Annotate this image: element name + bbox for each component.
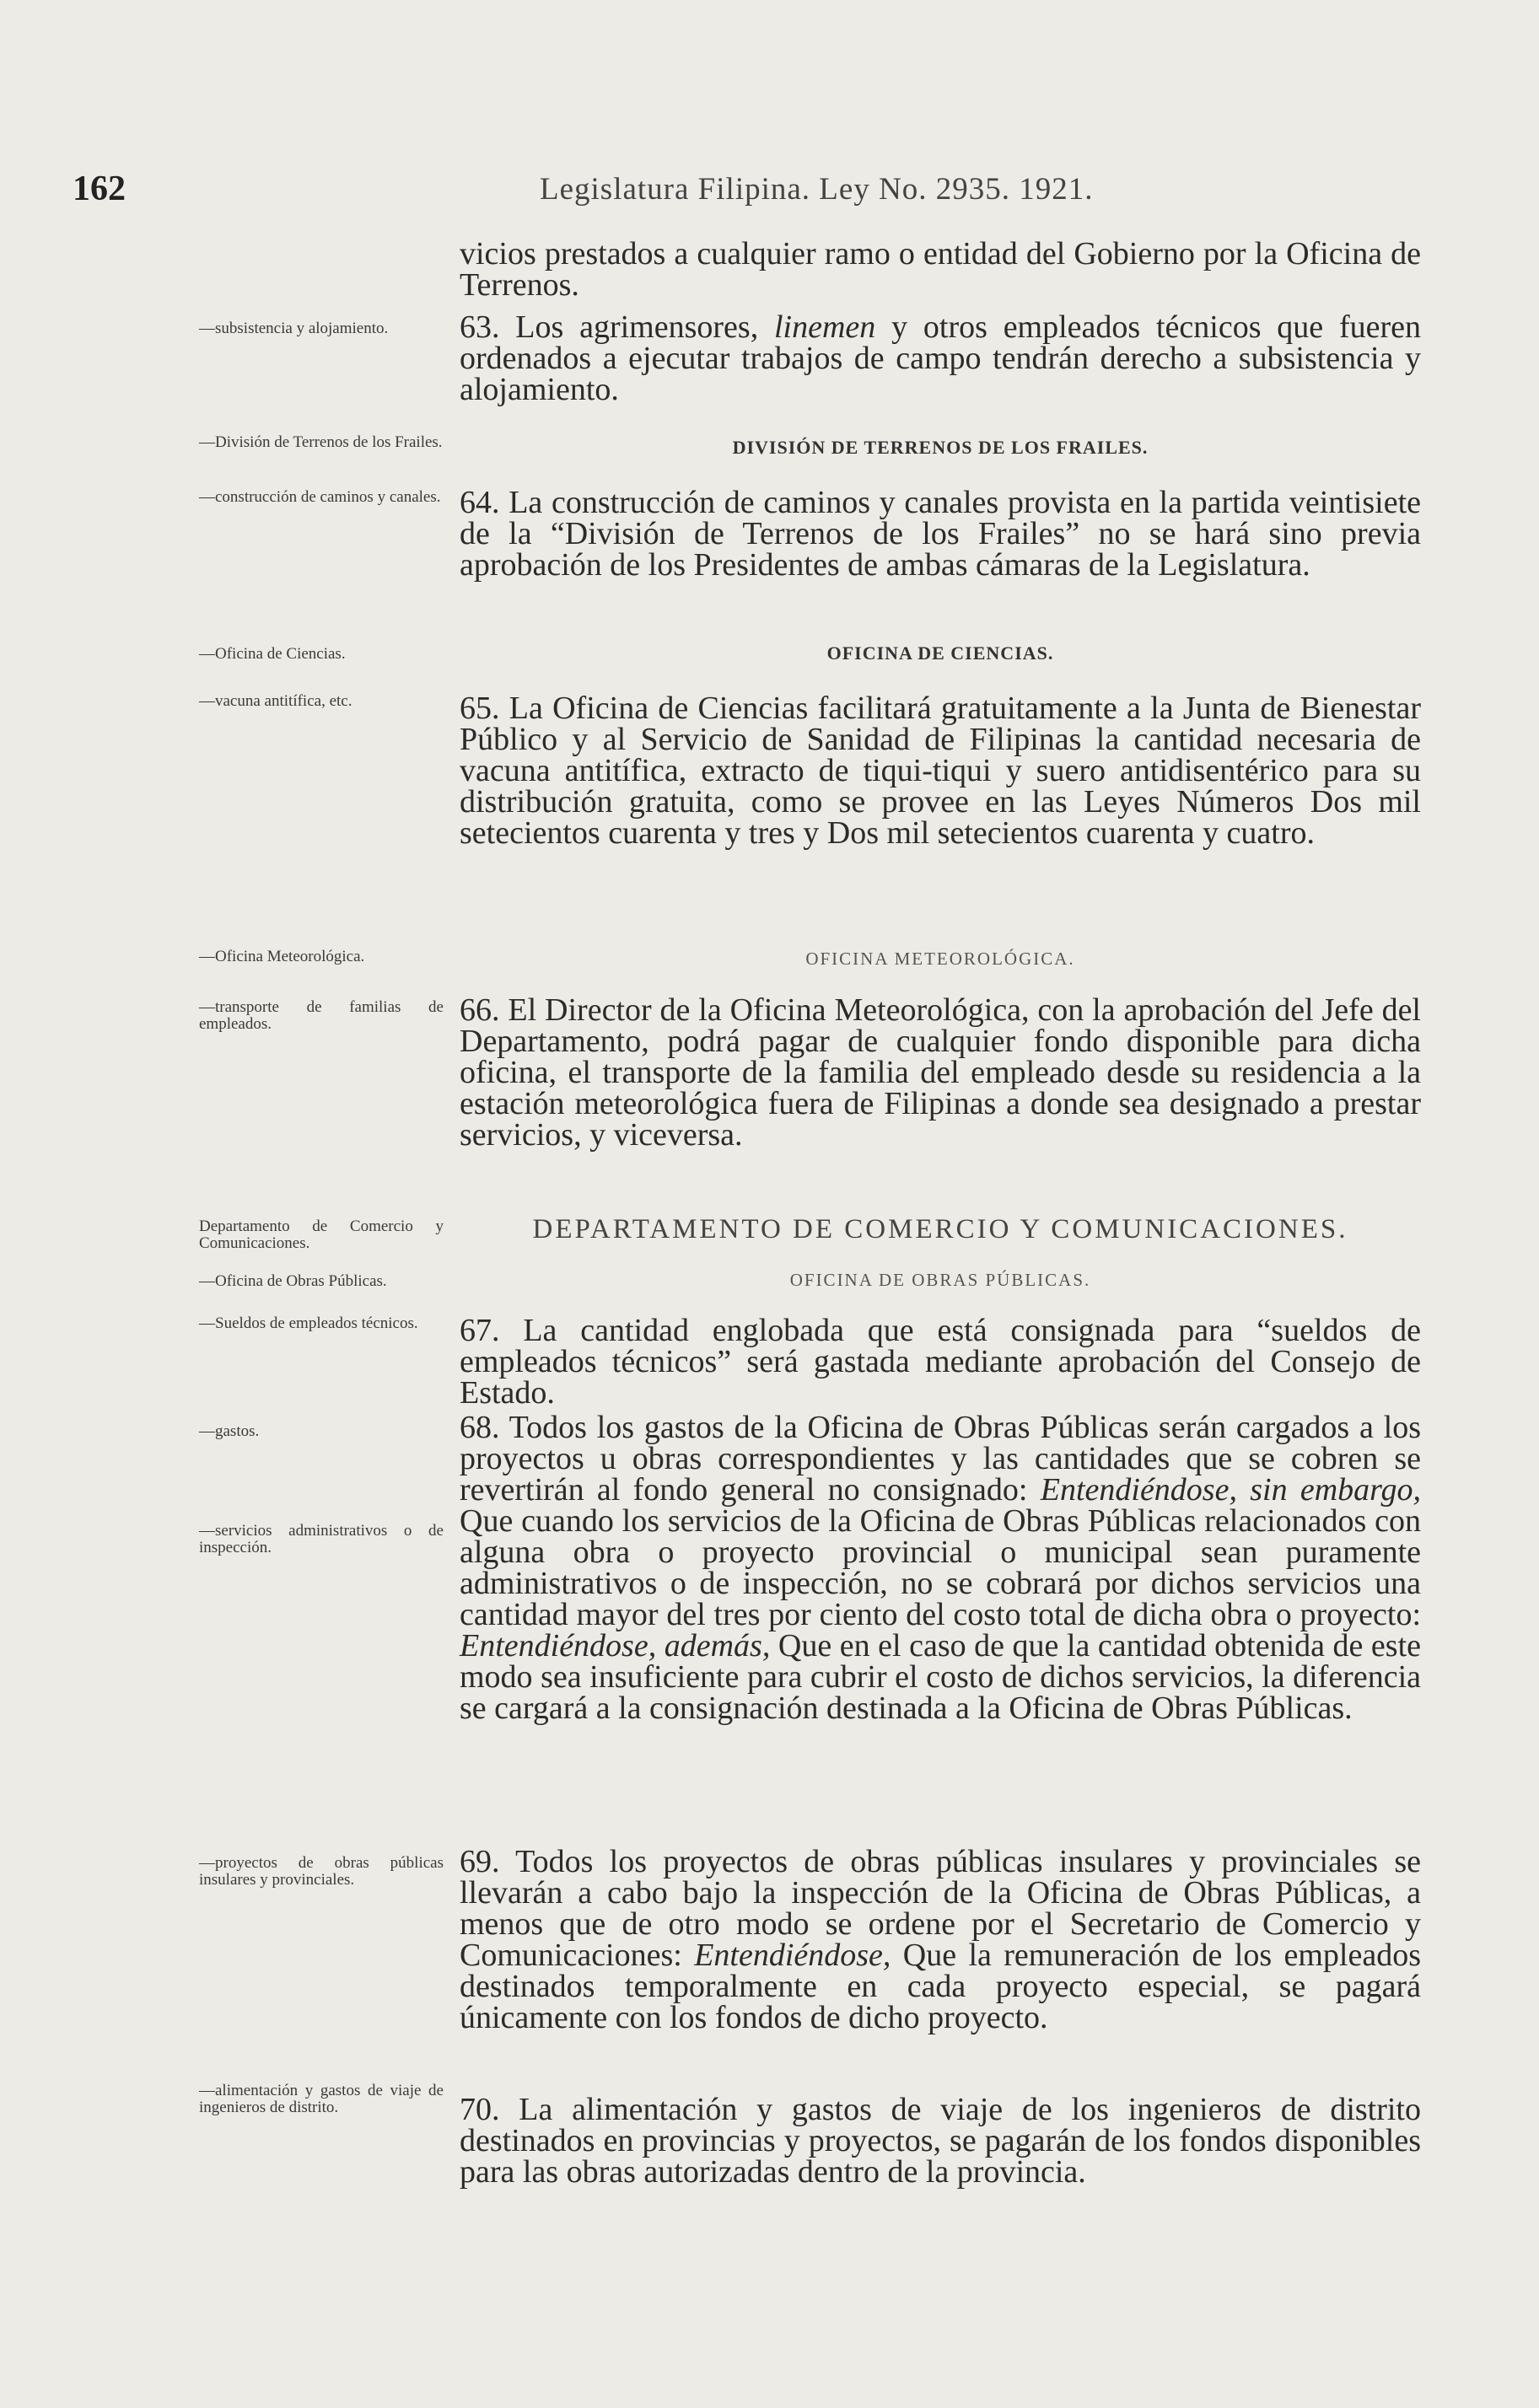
paragraph-63: 63. Los agrimensores, linemen y otros empleados técnicos que fueren ordenados a ejecutar trabajos de campo tendrán derecho a subsistencia y alojamiento.	[460, 309, 1421, 407]
section-heading-oficina-ciencias: OFICINA DE CIENCIAS.	[826, 642, 1054, 664]
section-heading-departamento: DEPARTAMENTO DE COMERCIO Y COMUNICACIONES.	[532, 1214, 1348, 1244]
section-heading-oficina-obras: OFICINA DE OBRAS PÚBLICAS.	[789, 1270, 1091, 1290]
margin-note-servicios: —servicios administrativos o de inspección.	[199, 1522, 444, 1556]
margin-note-gastos: —gastos.	[199, 1422, 260, 1440]
paragraph-continuation: vicios prestados a cualquier ramo o entidad del Gobierno por la Oficina de Terrenos.	[460, 236, 1421, 303]
paragraph-70: 70. La alimentación y gastos de viaje de los ingenieros de distrito destinados en provincias y proyectos, se pagarán de los fondos disponibles para las obras autorizadas dentro de la provincia.	[460, 2092, 1421, 2190]
margin-note-departamento: Departamento de Comercio y Comunicaciones.	[199, 1217, 444, 1252]
paragraph-66: 66. El Director de la Oficina Meteorológica, con la aprobación del Jefe del Departamento, podrá pagar de cualquier fondo disponible para dicha oficina, el transporte de la familia del empleado desde su residencia a la estación meteorológica fuera de Filipinas a donde sea designado a prestar servicios, y viceversa.	[460, 992, 1421, 1153]
margin-note-subsistencia: —subsistencia y alojamiento.	[199, 320, 389, 337]
section-heading-oficina-meteorologica: OFICINA METEOROLÓGICA.	[805, 949, 1075, 969]
margin-note-meteorologica: —Oficina Meteorológica.	[199, 948, 365, 965]
margin-note-division-frailes: —División de Terrenos de los Frailes.	[199, 433, 443, 451]
margin-note-obras-publicas: —Oficina de Obras Públicas.	[199, 1272, 387, 1290]
running-head: Legislatura Filipina. Ley No. 2935. 1921.	[540, 172, 1094, 207]
paragraph-69: 69. Todos los proyectos de obras públicas insulares y provinciales se llevarán a cabo bajo la inspección de la Oficina de Obras Públicas, a menos que de otro modo se ordene por el Secretario de Comercio y Comunicaciones: Entendiéndose, Que la remuneración de los empleados destinados temporalmente en cada proyecto especial, se pagará únicamente con los fondos de dicho proyecto.	[460, 1844, 1421, 2035]
margin-note-construccion: —construcción de caminos y canales.	[199, 488, 441, 506]
margin-note-oficina-ciencias: —Oficina de Ciencias.	[199, 645, 346, 663]
margin-note-vacuna: —vacuna antitífica, etc.	[199, 692, 352, 710]
margin-note-transporte: —transporte de familias de empleados.	[199, 998, 444, 1033]
margin-note-alimentacion: —alimentación y gastos de viaje de ingenieros de distrito.	[199, 2082, 444, 2116]
section-heading-division-frailes: DIVISIÓN DE TERRENOS DE LOS FRAILES.	[732, 437, 1149, 458]
margin-note-proyectos: —proyectos de obras públicas insulares y provinciales.	[199, 1854, 444, 1889]
margin-note-sueldos: —Sueldos de empleados técnicos.	[199, 1314, 418, 1332]
paragraph-68: 68. Todos los gastos de la Oficina de Obras Públicas serán cargados a los proyectos u obras correspondientes y las cantidades que se cobren se revertirán al fondo general no consignado: Entendiéndose, sin embargo, Que cuando los servicios de la Oficina de Obras Públicas relacionados con alguna obra o proyecto provincial o municipal sean puramente administrativos o de inspección, no se cobrará por dichos servicios una cantidad mayor del tres por ciento del costo total de dicha obra o proyecto: Entendiéndose, además, Que en el caso de que la cantidad obtenida de este modo sea insuficiente para cubrir el costo de dichos servicios, la diferencia se cargará a la consignación destinada a la Oficina de Obras Públicas.	[460, 1410, 1422, 1726]
paragraph-65: 65. La Oficina de Ciencias facilitará gratuitamente a la Junta de Bienestar Público y al Servicio de Sanidad de Filipinas la cantidad necesaria de vacuna antitífica, extracto de tiqui-tiqui y suero antidisentérico para su distribución gratuita, como se provee en las Leyes Números Dos mil setecientos cuarenta y tres y Dos mil setecientos cuarenta y cuatro.	[460, 691, 1421, 851]
page-number: 162	[73, 169, 126, 208]
paragraph-64: 64. La construcción de caminos y canales provista en la partida veintisiete de la “División de Terrenos de los Frailes” no se hará sino previa aprobación de los Presidentes de ambas cámaras de la Legislatura.	[460, 485, 1421, 583]
paragraph-67: 67. La cantidad englobada que está consignada para “sueldos de empleados técnicos” será gastada mediante aprobación del Consejo de Estado.	[460, 1313, 1421, 1411]
